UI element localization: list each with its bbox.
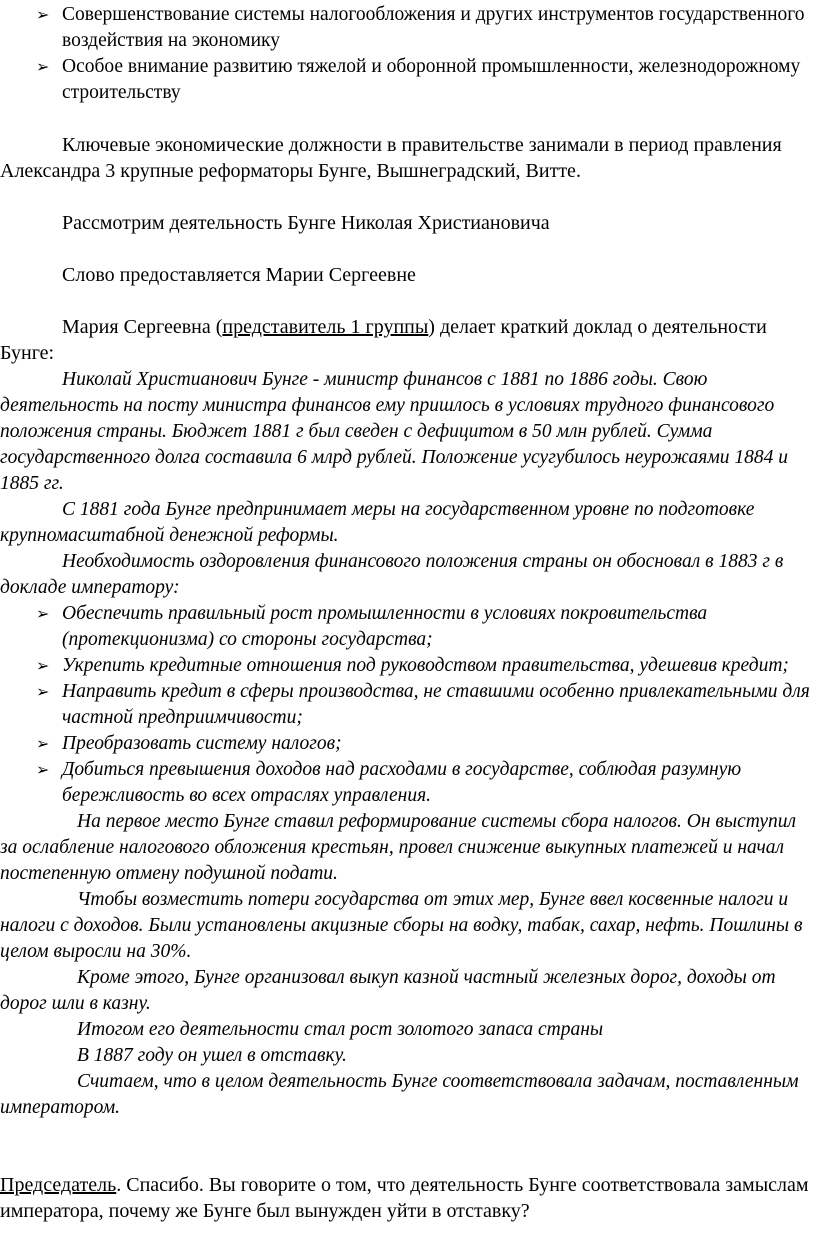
paragraph: Чтобы возместить потери государства от этих мер, Бунге ввел косвенные налоги и налоги с доходов. Были установлены акцизные сборы на водку, табак, сахар, нефть. Пошлины в целом выросли на 30%. xyxy=(0,889,803,962)
paragraph: В 1887 году он ушел в отставку. xyxy=(77,1045,347,1066)
paragraph: Кроме этого, Бунге организовал выкуп казной частный железных дорог, доходы от дорог шли в казну. xyxy=(0,967,776,1014)
list-item-text: Направить кредит в сферы производства, не ставшими особенно привлекательными для частной предприимчивости; xyxy=(62,681,810,728)
list-item-text: Укрепить кредитные отношения под руководством правительства, удешевив кредит; xyxy=(62,655,789,676)
chairman-question xyxy=(0,1172,816,1224)
list-item xyxy=(0,653,816,679)
paragraph: Итогом его деятельности стал рост золотого запаса страны xyxy=(77,1019,604,1040)
paragraph: На первое место Бунге ставил реформирование системы сбора налогов. Он выступил за ослабление налогового обложения крестьян, провел снижение выкупных платежей и начал постепенную отмену подушной подати. xyxy=(0,811,796,884)
list-item-text: Преобразовать систему налогов; xyxy=(62,733,342,754)
speaker-label: Председатель xyxy=(0,1174,117,1196)
paragraph xyxy=(0,210,816,236)
paragraph-text: Мария Сергеевна ( xyxy=(62,316,223,338)
list-item xyxy=(0,601,816,653)
list-item xyxy=(0,731,816,757)
list-item-text: Добиться превышения доходов над расходами в государстве, соблюдая разумную бережливость во всех отраслях управления. xyxy=(62,759,742,806)
report-bullet-list xyxy=(0,601,816,809)
top-bullet-list xyxy=(0,2,816,106)
list-item xyxy=(0,2,816,54)
arrow-bullet-icon: ➢ xyxy=(36,604,50,623)
paragraph: Считаем, что в целом деятельность Бунге соответствовала задачам, поставленным императором. xyxy=(0,1071,799,1118)
arrow-bullet-icon: ➢ xyxy=(36,57,50,76)
list-item xyxy=(0,679,816,731)
paragraph-text: . Спасибо. Вы говорите о том, что деятельность Бунге соответствовала замыслам императора, почему же Бунге был вынужден уйти в отставку? xyxy=(0,1174,809,1222)
list-item xyxy=(0,757,816,809)
arrow-bullet-icon: ➢ xyxy=(36,734,50,753)
paragraph xyxy=(0,262,816,288)
paragraph: Николай Христианович Бунге - министр финансов с 1881 по 1886 годы. Свою деятельность на посту министра финансов ему пришлось в условиях трудного финансового положения страны. Бюджет 1881 г был сведен с дефицитом в 50 млн рублей. Сумма государственного долга составила 6 млрд рублей. Положение усугубилось неурожаями 1884 и 1885 гг. xyxy=(0,369,789,494)
paragraph-text: Рассмотрим деятельность Бунге Николая Христиановича xyxy=(62,212,550,234)
list-item-text: Особое внимание развитию тяжелой и оборонной промышленности, железнодорожному строительству xyxy=(62,56,801,103)
arrow-bullet-icon: ➢ xyxy=(36,682,50,701)
report-text xyxy=(0,367,816,1121)
paragraph: С 1881 года Бунге предпринимает меры на государственном уровне по подготовке крупномасштабной денежной реформы. xyxy=(0,499,755,546)
paragraph-text: Слово предоставляется Марии Сергеевне xyxy=(62,264,416,286)
arrow-bullet-icon: ➢ xyxy=(36,760,50,779)
paragraph: Необходимость оздоровления финансового положения страны он обосновал в 1883 г в докладе императору: xyxy=(0,551,784,598)
arrow-bullet-icon: ➢ xyxy=(36,5,50,24)
list-item xyxy=(0,54,816,106)
list-item-text: Совершенствование системы налогообложения и других инструментов государственного воздействия на экономику xyxy=(62,4,805,51)
underlined-text: представитель 1 группы xyxy=(222,316,429,338)
paragraph-text: ) делает краткий доклад о деятельности Бунге: xyxy=(0,316,767,364)
paragraph-text: Ключевые экономические должности в правительстве занимали в период правления Александра 3 крупные реформаторы Бунге, Вышнеградский, Витте. xyxy=(0,134,782,182)
paragraph xyxy=(0,314,816,366)
paragraph xyxy=(0,132,816,184)
arrow-bullet-icon: ➢ xyxy=(36,656,50,675)
list-item-text: Обеспечить правильный рост промышленности в условиях покровительства (протекционизма) со стороны государства; xyxy=(62,603,708,650)
